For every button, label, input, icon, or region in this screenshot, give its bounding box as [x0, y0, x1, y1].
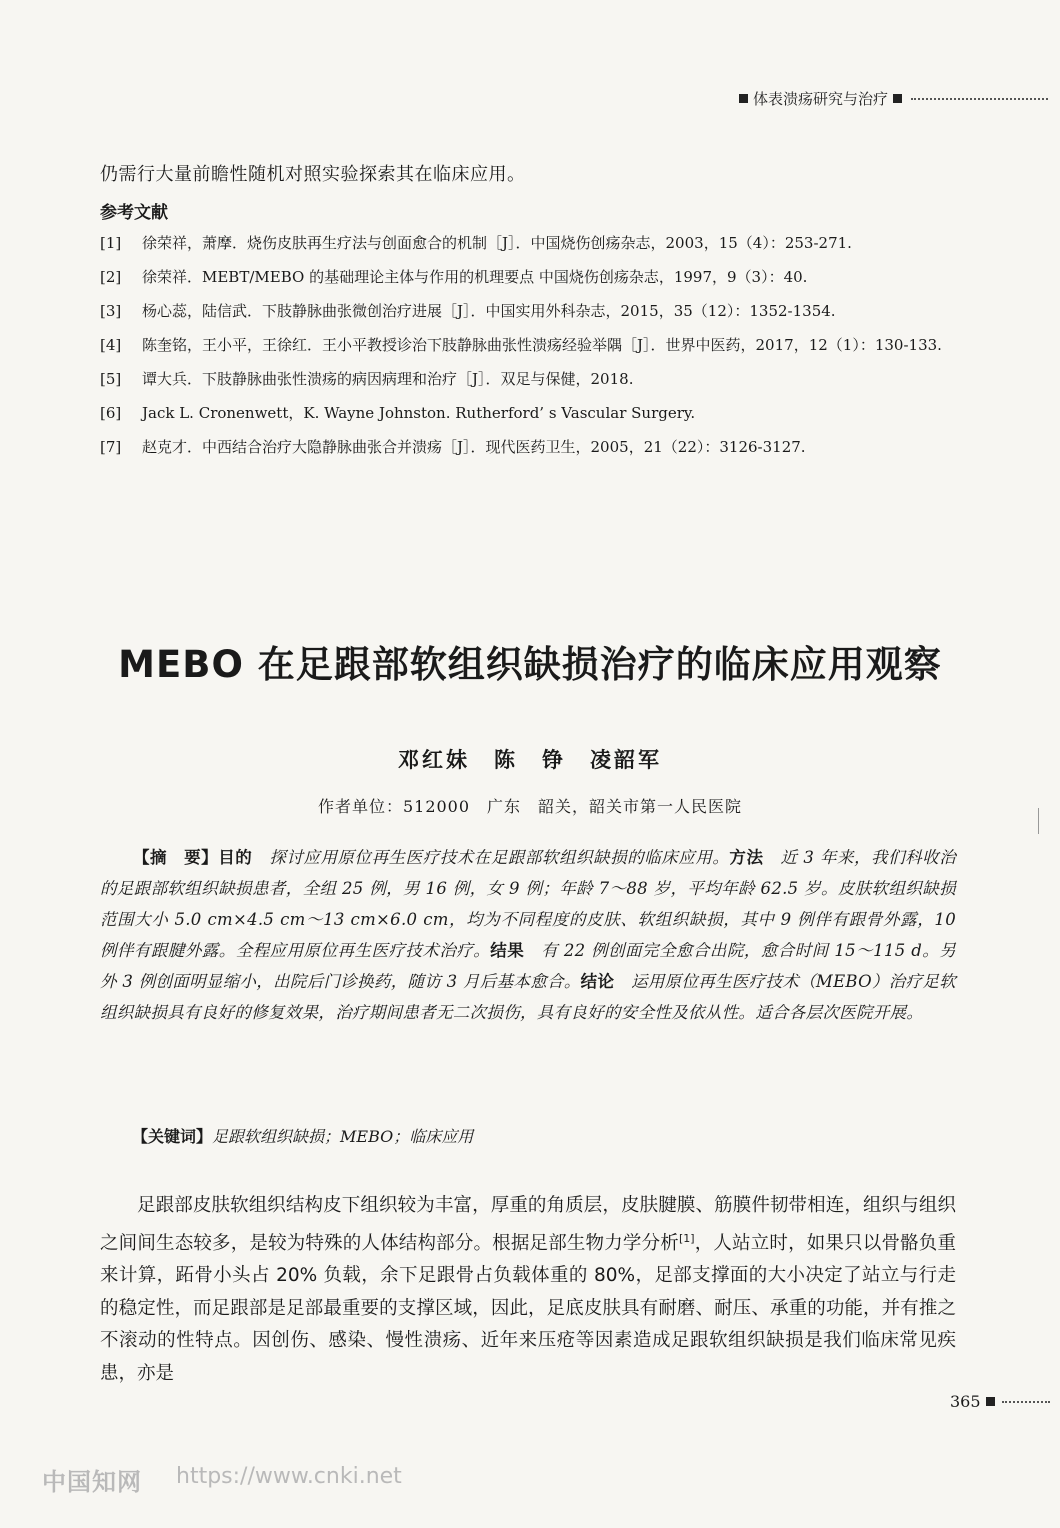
reference-number: [5]: [100, 370, 122, 388]
body-text-part-1: 足跟部皮肤软组织结构皮下组织较为丰富，厚重的角质层，皮肤腱膜、筋膜件韧带相连，组织与组织之间间生态较多，是较为特殊的人体结构部分。根据足部生物力学分析: [100, 1195, 956, 1254]
reference-number: [1]: [100, 234, 122, 252]
conclusion-text: 运用原位再生医疗技术（MEBO）治疗足软组织缺损具有良好的修复效果，治疗期间患者无二次损伤，具有良好的安全性及依从性。适合各层次医院开展。: [100, 972, 957, 1022]
dotted-rule: [911, 98, 1048, 100]
square-bullet-icon: [986, 1397, 995, 1406]
margin-mark: [1038, 808, 1039, 834]
reference-text: 徐荣祥．MEBT/MEBO 的基础理论主体与作用的机理要点 中国烧伤创疡杂志，1997，9（3）：40.: [142, 268, 808, 286]
reference-item: [100, 228, 960, 258]
page-number-footer: [950, 1392, 1050, 1411]
objective-text: 探讨应用原位再生医疗技术在足跟部软组织缺损的临床应用。: [252, 848, 730, 867]
author-affiliation: 作者单位：512000 广东 韶关，韶关市第一人民医院: [317, 797, 743, 816]
results-label: 结果: [490, 941, 525, 960]
methods-label: 方法: [729, 848, 764, 867]
article-authors: 邓红妹 陈 铮 凌韶军: [398, 747, 662, 772]
reference-number: [2]: [100, 268, 122, 286]
running-header-text: 体表溃疡研究与治疗: [753, 90, 889, 108]
square-bullet-icon: [739, 94, 748, 103]
reference-item: [100, 262, 960, 292]
reference-item: [100, 364, 960, 394]
abstract-label: 【摘 要】: [133, 848, 219, 867]
results-text: 有 22 例创面完全愈合出院，愈合时间 15～115 d。另外 3 例创面明显缩小，出院后门诊换药，随访 3 月后基本愈合。: [100, 941, 956, 991]
reference-number: [4]: [100, 336, 122, 354]
reference-item: [100, 432, 960, 462]
reference-text: 谭大兵．下肢静脉曲张性溃疡的病因病理和治疗［J］．双足与保健，2018.: [142, 370, 634, 388]
dotted-rule: [1002, 1401, 1050, 1403]
reference-text: 杨心蕊，陆信武．下肢静脉曲张微创治疗进展［J］．中国实用外科杂志，2015，35（12）：1352-1354.: [142, 302, 836, 320]
conclusion-label: 结论: [580, 972, 615, 991]
abstract-paragraph: [100, 842, 956, 1028]
reference-number: [6]: [100, 404, 122, 422]
reference-text: 徐荣祥，萧摩．烧伤皮肤再生疗法与创面愈合的机制［J］．中国烧伤创疡杂志，2003，15（4）：253-271.: [142, 234, 852, 252]
article-title: MEBO 在足跟部软组织缺损治疗的临床应用观察: [118, 643, 942, 686]
reference-item: [100, 296, 960, 326]
previous-article-closing-line: 仍需行大量前瞻性随机对照实验探索其在临床应用。: [100, 164, 526, 185]
body-paragraph: [100, 1190, 956, 1390]
keywords-label: 【关键词】: [132, 1127, 213, 1146]
reference-list: [100, 228, 960, 466]
reference-number: [3]: [100, 302, 122, 320]
reference-text: 陈奎铭，王小平，王徐红．王小平教授诊治下肢静脉曲张性溃疡经验举隅［J］．世界中医药，2017，12（1）：130-133.: [142, 336, 942, 354]
square-bullet-icon: [893, 94, 902, 103]
body-text-part-2: ，人站立时，如果只以骨骼负重来计算，跖骨小头占 20% 负载，余下足跟骨占负载体重的 80%，足部支撑面的大小决定了站立与行走的稳定性，而足跟部是足部最重要的支撑区域，因此，足底皮肤具有耐磨、耐压、承重的功能，并有推之不滚动的性特点。因创伤、感染、慢性溃疡、近年来压疮等因素造成足跟软组织缺损是我们临床常见疾患，亦是: [100, 1232, 956, 1384]
running-header: [734, 88, 1048, 109]
cnki-logo: 中国知网: [42, 1468, 142, 1496]
page-number: 365: [950, 1392, 981, 1411]
reference-number: [7]: [100, 438, 122, 456]
references-heading: 参考文献: [100, 203, 168, 223]
reference-item: [100, 330, 960, 360]
abstract: [100, 842, 956, 1028]
keywords-text: 足跟软组织缺损；MEBO；临床应用: [212, 1127, 474, 1146]
reference-item: [100, 398, 960, 428]
methods-text: 近 3 年来，我们科收治的足跟部软组织缺损患者，全组 25 例，男 16 例，女 9 例；年龄 7～88 岁，平均年龄 62.5 岁。皮肤软组织缺损范围大小 5.0 cm×4.5 cm～13 cm×6.0 cm，均为不同程度的皮肤、软组织缺损，其中 9 例伴有跟骨外露，10 例伴有跟腱外露。全程应用原位再生医疗技术治疗。: [100, 848, 957, 960]
cnki-url: https://www.cnki.net: [176, 1464, 402, 1489]
citation-marker: [1]: [678, 1231, 695, 1245]
reference-text: Jack L. Cronenwett，K. Wayne Johnston. Rutherford’ s Vascular Surgery.: [142, 404, 696, 422]
objective-label: 目的: [218, 848, 253, 867]
keywords: [132, 1124, 473, 1147]
reference-text: 赵克才．中西结合治疗大隐静脉曲张合并溃疡［J］．现代医药卫生，2005，21（22）：3126-3127.: [142, 438, 806, 456]
